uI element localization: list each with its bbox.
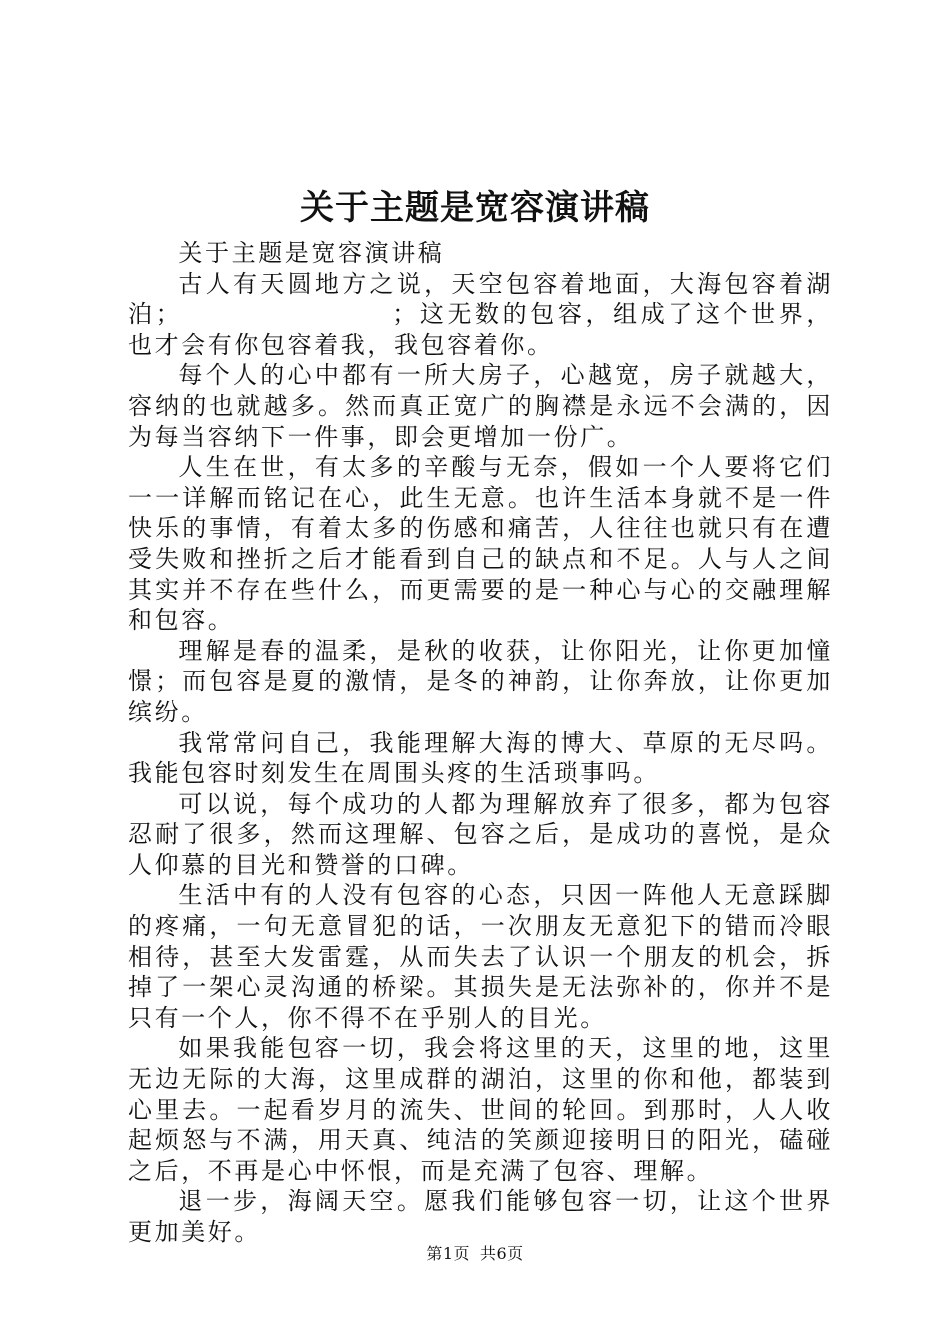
paragraph-7: 生活中有的人没有包容的心态，只因一阵他人无意踩脚的疼痛，一句无意冒犯的话，一次朋友无意犯下的错而冷眼相待，甚至大发雷霆，从而失去了认识一个朋友的机会，拆掉了一架心灵沟通的桥梁。其损失是无法弥补的，你并不是只有一个人，你不得不在乎别人的目光。 — [128, 881, 833, 1032]
paragraph-9: 退一步，海阔天空。愿我们能够包容一切，让这个世界更加美好。 — [128, 1187, 833, 1246]
paragraph-1-text-a: 古人有天圆地方之说，天空包容着地面，大海包容着湖泊； — [128, 269, 833, 329]
page-number: 第1页 — [426, 1244, 470, 1263]
page-footer — [0, 1243, 950, 1265]
paragraph-6: 可以说，每个成功的人都为理解放弃了很多，都为包容忍耐了很多，然而这理解、包容之后，是成功的喜悦，是众人仰慕的目光和赞誉的口碑。 — [128, 789, 833, 879]
paragraph-3: 人生在世，有太多的辛酸与无奈，假如一个人要将它们一一详解而铭记在心，此生无意。也许生活本身就不是一件快乐的事情，有着太多的伤感和痛苦，人往往也就只有在遭受失败和挫折之后才能看到自己的缺点和不足。人与人之间其实并不存在些什么，而更需要的是一种心与心的交融理解和包容。 — [128, 453, 833, 635]
paragraph-8: 如果我能包容一切，我会将这里的天，这里的地，这里无边无际的大海，这里成群的湖泊，这里的你和他，都装到心里去。一起看岁月的流失、世间的轮回。到那时，人人收起烦怒与不满，用天真、纯洁的笑颜迎接明日的阳光，磕碰之后，不再是心中怀恨，而是充满了包容、理解。 — [128, 1034, 833, 1185]
page-total: 共6页 — [480, 1244, 524, 1263]
document-title: 关于主题是宽容演讲稿 — [300, 188, 650, 228]
paragraph-5: 我常常问自己，我能理解大海的博大、草原的无尽吗。我能包容时刻发生在周围头疼的生活琐事吗。 — [128, 728, 833, 788]
paragraph-1 — [128, 269, 833, 361]
paragraph-subtitle: 关于主题是宽容演讲稿 — [178, 239, 445, 267]
document-body — [128, 238, 833, 1248]
paragraph-2: 每个人的心中都有一所大房子，心越宽，房子就越大，容纳的也就越多。然而真正宽广的胸襟是永远不会满的，因为每当容纳下一件事，即会更增加一份广。 — [128, 361, 833, 451]
paragraph-4: 理解是春的温柔，是秋的收获，让你阳光，让你更加憧憬；而包容是夏的激情，是冬的神韵，让你奔放，让你更加缤纷。 — [128, 636, 833, 726]
paragraph-1-text-b: ；这无数的包容，组成了这个世界，也才会有你包容着我，我包容着你。 — [128, 300, 833, 359]
